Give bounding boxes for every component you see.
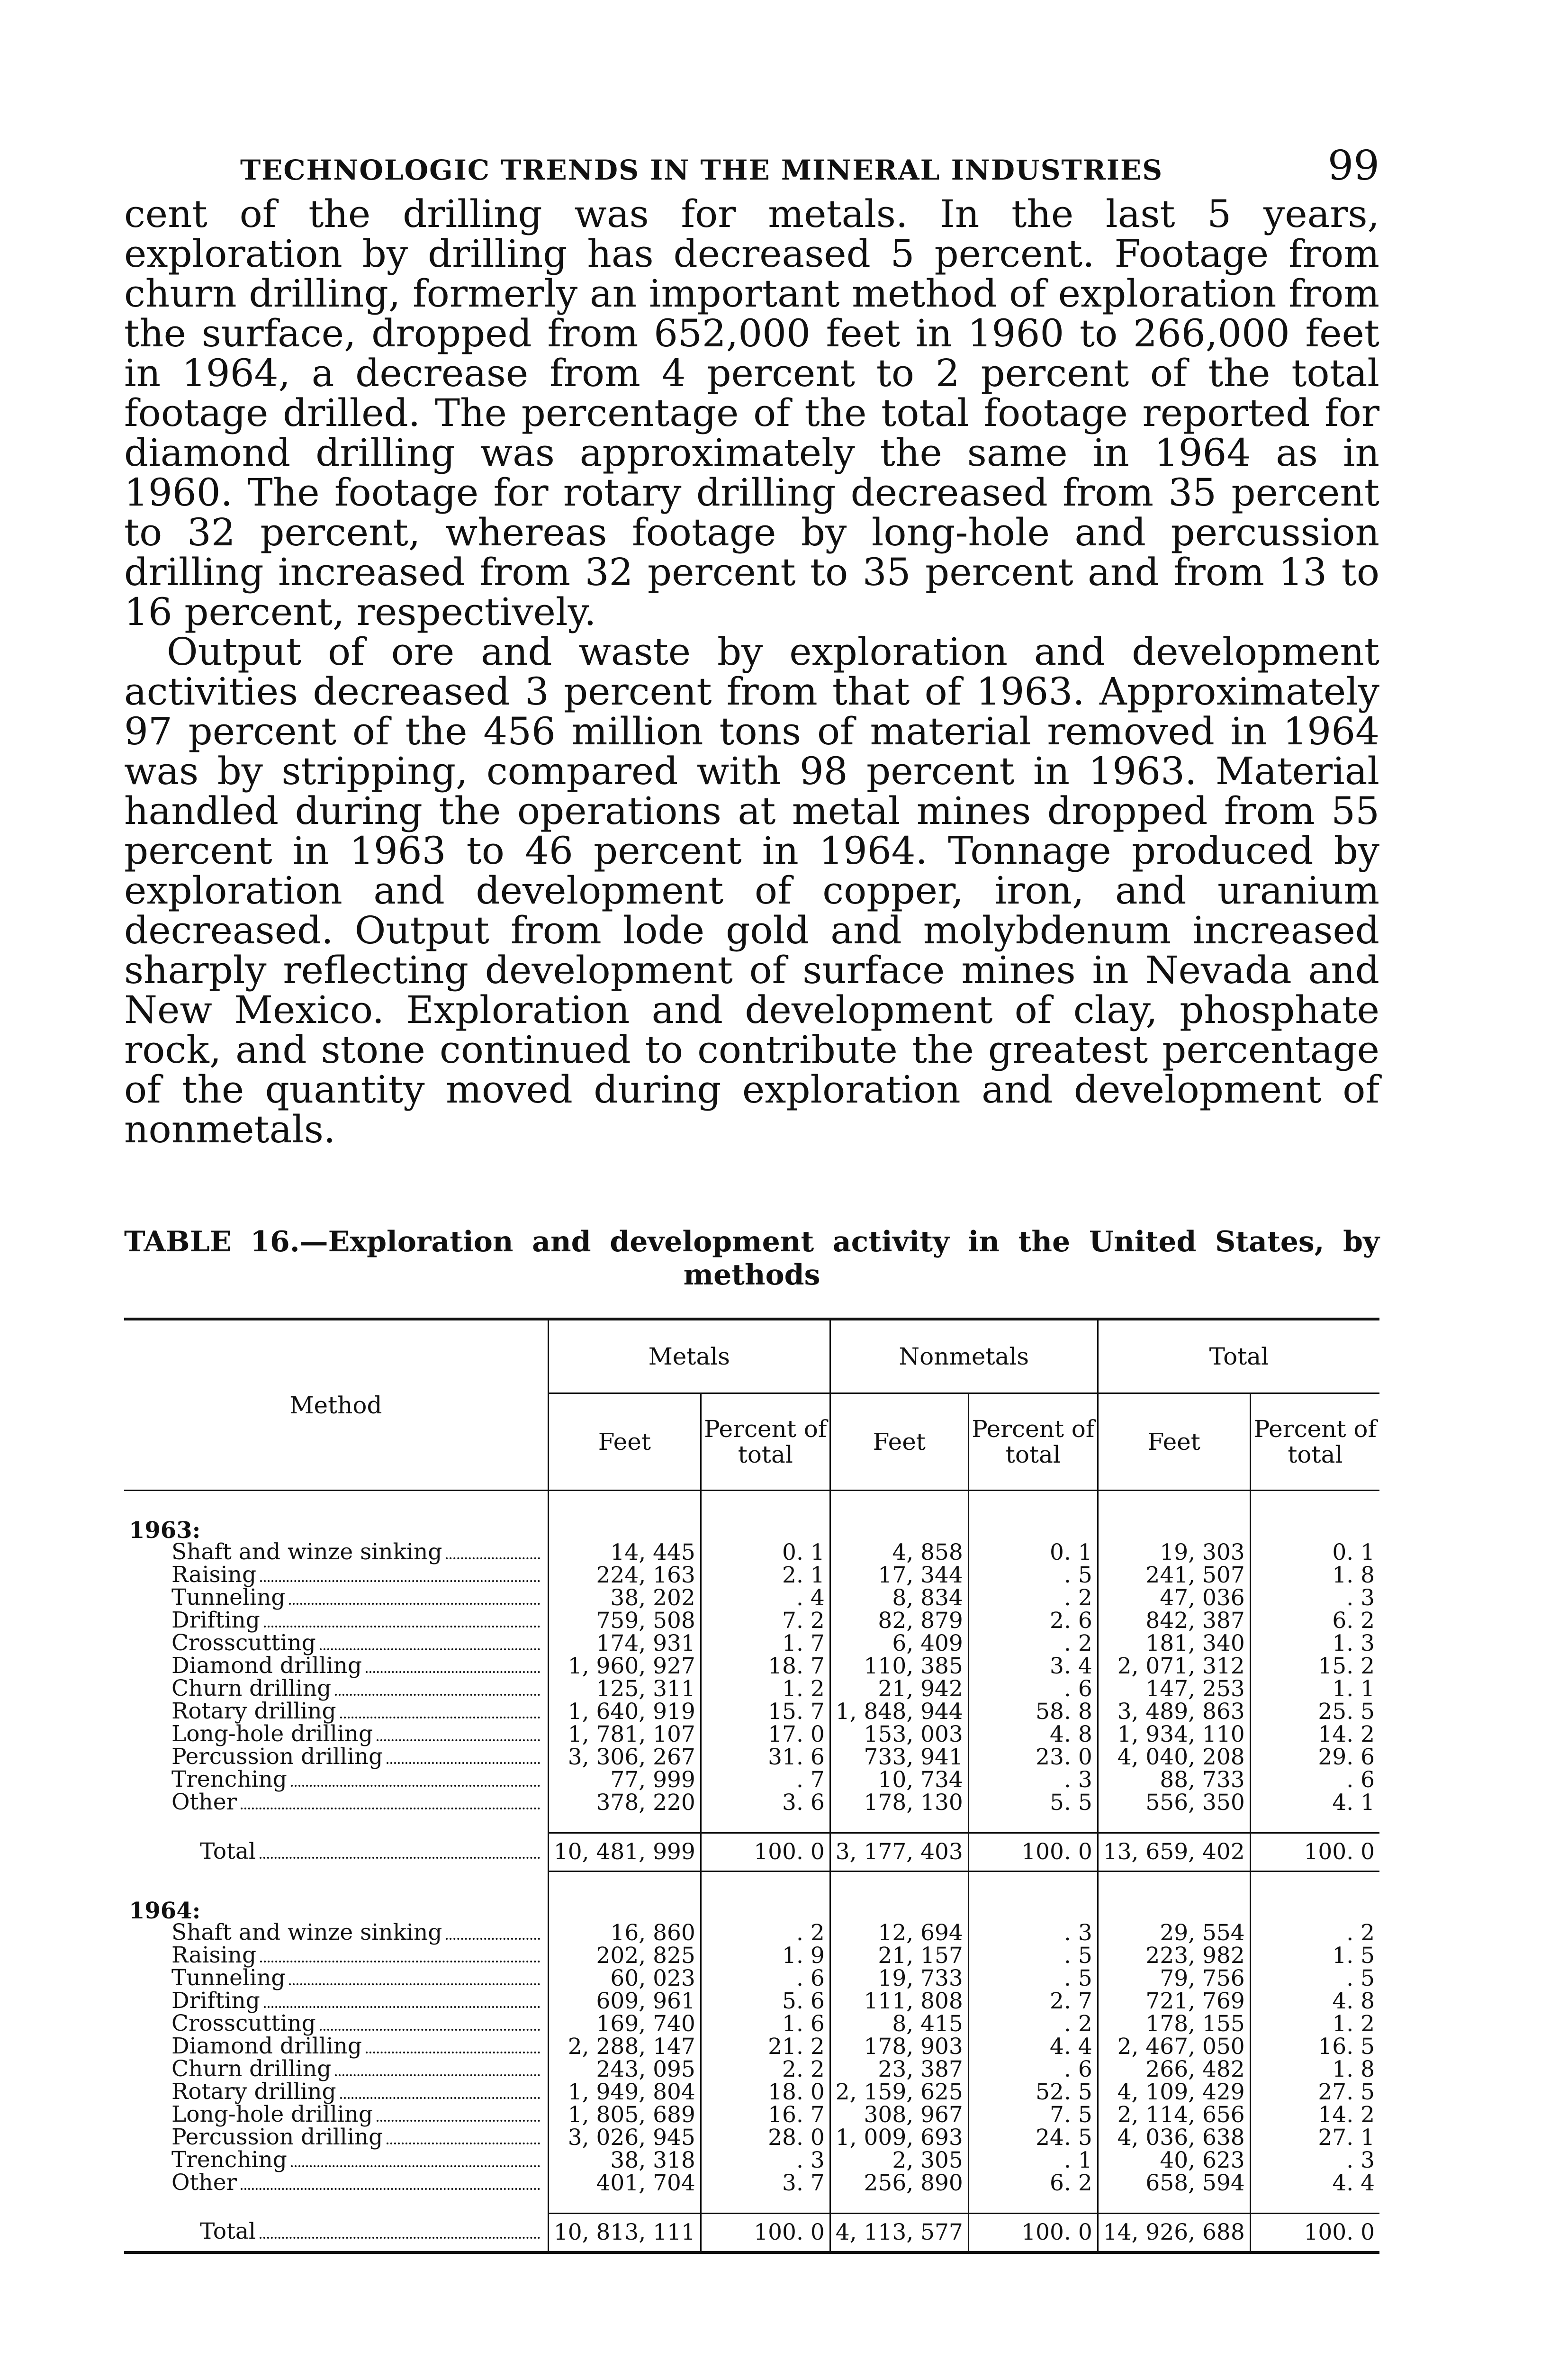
cell-nonmetals-feet: 12, 694: [830, 1922, 968, 1944]
table-row: [124, 1609, 1379, 1632]
dot-leader: [377, 1739, 540, 1741]
cell-metals-percent: 18. 7: [701, 1655, 830, 1678]
cell-nonmetals-percent: 24. 5: [968, 2126, 1098, 2149]
cell-metals-percent: 5. 6: [701, 1990, 830, 2013]
cell-total-feet: 658, 594: [1098, 2172, 1250, 2195]
cell-total-feet: 1, 934, 110: [1098, 1723, 1250, 1746]
method-label: Total: [200, 2218, 256, 2244]
cell-metals-feet: 401, 704: [548, 2172, 701, 2195]
cell-nonmetals-percent: 100. 0: [968, 2213, 1098, 2252]
method-label: Long-hole drilling: [171, 1721, 373, 1747]
table-row: [124, 2104, 1379, 2126]
table-row: [124, 2058, 1379, 2081]
cell-total-percent: . 3: [1250, 2149, 1379, 2172]
cell-total-percent: 16. 5: [1250, 2035, 1379, 2058]
cell-metals-percent: 2. 1: [701, 1564, 830, 1587]
cell-total-feet: 4, 036, 638: [1098, 2126, 1250, 2149]
page-header: [124, 142, 1379, 194]
year-row: [124, 1491, 1379, 1542]
cell-nonmetals-feet: 178, 903: [830, 2035, 968, 2058]
cell-nonmetals-feet: 110, 385: [830, 1655, 968, 1678]
cell-metals-percent: 21. 2: [701, 2035, 830, 2058]
column-header-percent: Percent of total: [968, 1393, 1098, 1491]
cell-nonmetals-feet: 10, 734: [830, 1769, 968, 1791]
cell-metals-feet: 1, 960, 927: [548, 1655, 701, 1678]
method-label: Shaft and winze sinking: [171, 1539, 442, 1565]
cell-metals-percent: 1. 7: [701, 1632, 830, 1655]
cell-metals-percent: 28. 0: [701, 2126, 830, 2149]
dot-leader: [241, 2188, 540, 2190]
cell-nonmetals-feet: 1, 009, 693: [830, 2126, 968, 2149]
table-row: [124, 1632, 1379, 1655]
cell-nonmetals-percent: 6. 2: [968, 2172, 1098, 2195]
cell-nonmetals-feet: 6, 409: [830, 1632, 968, 1655]
method-label: Crosscutting: [171, 1630, 316, 1656]
cell-metals-feet: 16, 860: [548, 1922, 701, 1944]
cell-metals-percent: 100. 0: [701, 1833, 830, 1872]
cell-nonmetals-percent: . 6: [968, 1678, 1098, 1700]
table-row: [124, 2149, 1379, 2172]
method-label: Shaft and winze sinking: [171, 1919, 442, 1945]
table-caption: [124, 1225, 1379, 1292]
cell-metals-feet: 224, 163: [548, 1564, 701, 1587]
table-row: [124, 2081, 1379, 2104]
cell-metals-feet: 3, 026, 945: [548, 2126, 701, 2149]
cell-total-percent: 0. 1: [1250, 1541, 1379, 1564]
cell-nonmetals-feet: 3, 177, 403: [830, 1833, 968, 1872]
cell-metals-feet: 125, 311: [548, 1678, 701, 1700]
cell-total-feet: 14, 926, 688: [1098, 2213, 1250, 2252]
dot-leader: [340, 1717, 540, 1718]
cell-metals-percent: 1. 6: [701, 2013, 830, 2035]
table-row: [124, 2172, 1379, 2195]
cell-total-percent: . 3: [1250, 1587, 1379, 1609]
cell-nonmetals-percent: 58. 8: [968, 1700, 1098, 1723]
cell-nonmetals-percent: 4. 4: [968, 2035, 1098, 2058]
cell-metals-feet: 169, 740: [548, 2013, 701, 2035]
cell-metals-feet: 609, 961: [548, 1990, 701, 2013]
cell-metals-percent: 15. 7: [701, 1700, 830, 1723]
method-label: Diamond drilling: [171, 1653, 362, 1679]
cell-total-feet: 2, 071, 312: [1098, 1655, 1250, 1678]
dot-leader: [366, 2052, 540, 2053]
cell-total-percent: 1. 8: [1250, 2058, 1379, 2081]
method-label: Tunneling: [171, 1964, 286, 1991]
table-row: [124, 1967, 1379, 1990]
cell-nonmetals-feet: 2, 305: [830, 2149, 968, 2172]
dot-leader: [446, 1557, 540, 1559]
dot-leader: [260, 1961, 540, 1962]
cell-metals-feet: 378, 220: [548, 1791, 701, 1814]
cell-nonmetals-percent: 100. 0: [968, 1833, 1098, 1872]
cell-metals-percent: 7. 2: [701, 1609, 830, 1632]
method-label: Raising: [171, 1562, 257, 1588]
cell-total-percent: 1. 8: [1250, 1564, 1379, 1587]
cell-nonmetals-percent: . 6: [968, 2058, 1098, 2081]
cell-nonmetals-feet: 19, 733: [830, 1967, 968, 1990]
cell-total-feet: 47, 036: [1098, 1587, 1250, 1609]
table-row: [124, 2013, 1379, 2035]
cell-total-percent: 27. 5: [1250, 2081, 1379, 2104]
cell-metals-percent: 3. 6: [701, 1791, 830, 1814]
cell-nonmetals-percent: . 5: [968, 1944, 1098, 1967]
cell-total-percent: . 2: [1250, 1922, 1379, 1944]
cell-total-percent: 4. 1: [1250, 1791, 1379, 1814]
dot-leader: [377, 2120, 540, 2122]
cell-nonmetals-feet: 4, 113, 577: [830, 2213, 968, 2252]
cell-total-feet: 19, 303: [1098, 1541, 1250, 1564]
cell-total-feet: 79, 756: [1098, 1967, 1250, 1990]
cell-metals-feet: 1, 640, 919: [548, 1700, 701, 1723]
cell-metals-feet: 202, 825: [548, 1944, 701, 1967]
cell-metals-percent: 17. 0: [701, 1723, 830, 1746]
cell-total-percent: 27. 1: [1250, 2126, 1379, 2149]
table-row: [124, 1990, 1379, 2013]
year-label: 1964:: [129, 1897, 201, 1924]
cell-metals-feet: 759, 508: [548, 1609, 701, 1632]
dot-leader: [366, 1671, 540, 1673]
table-row: [124, 1944, 1379, 1967]
column-header-feet: Feet: [548, 1393, 701, 1491]
table-row: [124, 1922, 1379, 1944]
cell-total-percent: 100. 0: [1250, 1833, 1379, 1872]
cell-nonmetals-feet: 1, 848, 944: [830, 1700, 968, 1723]
table-row: [124, 2126, 1379, 2149]
table-body: [124, 1491, 1379, 2253]
cell-nonmetals-percent: 4. 8: [968, 1723, 1098, 1746]
cell-nonmetals-percent: . 2: [968, 1587, 1098, 1609]
table-row: [124, 1587, 1379, 1609]
cell-nonmetals-percent: . 5: [968, 1564, 1098, 1587]
column-header-feet: Feet: [830, 1393, 968, 1491]
cell-nonmetals-percent: 2. 6: [968, 1609, 1098, 1632]
method-label: Total: [200, 1838, 256, 1864]
cell-nonmetals-feet: 4, 858: [830, 1541, 968, 1564]
cell-nonmetals-percent: . 1: [968, 2149, 1098, 2172]
cell-total-percent: 14. 2: [1250, 2104, 1379, 2126]
method-label: Churn drilling: [171, 1675, 332, 1701]
cell-metals-feet: 10, 481, 999: [548, 1833, 701, 1872]
method-label: Diamond drilling: [171, 2033, 362, 2059]
table-row: [124, 1791, 1379, 1814]
total-row: [124, 1833, 1379, 1872]
caption-line: TABLE 16.—Exploration and development activity in the United States, by: [124, 1225, 1379, 1258]
cell-total-percent: 1. 2: [1250, 2013, 1379, 2035]
cell-total-feet: 29, 554: [1098, 1922, 1250, 1944]
cell-nonmetals-feet: 21, 157: [830, 1944, 968, 1967]
dot-leader: [320, 1648, 540, 1650]
cell-nonmetals-percent: . 2: [968, 2013, 1098, 2035]
cell-total-percent: 14. 2: [1250, 1723, 1379, 1746]
cell-total-feet: 2, 467, 050: [1098, 2035, 1250, 2058]
method-label: Tunneling: [171, 1584, 286, 1610]
cell-total-feet: 266, 482: [1098, 2058, 1250, 2081]
dot-leader: [264, 1626, 540, 1628]
column-header-percent: Percent of total: [1250, 1393, 1379, 1491]
cell-nonmetals-feet: 733, 941: [830, 1746, 968, 1769]
method-label: Crosscutting: [171, 2010, 316, 2036]
cell-total-feet: 4, 040, 208: [1098, 1746, 1250, 1769]
dot-leader: [291, 2165, 540, 2167]
cell-nonmetals-percent: 2. 7: [968, 1990, 1098, 2013]
cell-metals-percent: . 4: [701, 1587, 830, 1609]
cell-metals-percent: 3. 7: [701, 2172, 830, 2195]
data-table: [124, 1318, 1379, 2254]
cell-metals-percent: 0. 1: [701, 1541, 830, 1564]
table-row: [124, 1700, 1379, 1723]
cell-metals-percent: 18. 0: [701, 2081, 830, 2104]
body-text: [124, 194, 1379, 1149]
method-label: Drifting: [171, 1987, 260, 2014]
method-label: Other: [171, 1789, 237, 1815]
paragraph: Output of ore and waste by exploration and development activities decreased 3 percent from that of 1963. Approximately 97 percent of the 456 million tons of material removed in 1964 was by stripping, compared with 98 percent in 1963. Material handled during the operations at metal mines dropped from 55 percent in 1963 to 46 percent in 1964. Tonnage produced by exploration and development of copper, iron, and uranium decreased. Output from lode gold and molybdenum increased sharply reflecting development of surface mines in Nevada and New Mexico. Exploration and development of clay, phosphate rock, and stone continued to contribute the greatest percentage of the quantity moved during exploration and development of nonmetals.: [124, 630, 1379, 1151]
cell-nonmetals-feet: 23, 387: [830, 2058, 968, 2081]
column-header-percent: Percent of total: [701, 1393, 830, 1491]
caption-line: methods: [683, 1258, 820, 1292]
cell-total-percent: 25. 5: [1250, 1700, 1379, 1723]
cell-total-feet: 842, 387: [1098, 1609, 1250, 1632]
cell-total-percent: 15. 2: [1250, 1655, 1379, 1678]
method-label: Percussion drilling: [171, 1744, 383, 1770]
column-header-total: Total: [1098, 1319, 1379, 1393]
cell-metals-percent: 100. 0: [701, 2213, 830, 2252]
cell-total-feet: 3, 489, 863: [1098, 1700, 1250, 1723]
cell-nonmetals-percent: 23. 0: [968, 1746, 1098, 1769]
cell-total-percent: 100. 0: [1250, 2213, 1379, 2252]
cell-nonmetals-feet: 2, 159, 625: [830, 2081, 968, 2104]
cell-total-feet: 4, 109, 429: [1098, 2081, 1250, 2104]
method-label: Raising: [171, 1942, 257, 1968]
column-header-metals: Metals: [548, 1319, 830, 1393]
cell-metals-percent: 16. 7: [701, 2104, 830, 2126]
dot-leader: [446, 1938, 540, 1940]
table-row: [124, 1655, 1379, 1678]
cell-total-percent: 29. 6: [1250, 1746, 1379, 1769]
cell-metals-percent: . 3: [701, 2149, 830, 2172]
document-page: [124, 142, 1379, 2254]
table-row: [124, 1678, 1379, 1700]
method-label: Trenching: [171, 1766, 287, 1792]
paragraph: cent of the drilling was for metals. In the last 5 years, exploration by drilling has decreased 5 percent. Footage from churn drilling, formerly an important method of exploration from the surface, dropped from 652,000 feet in 1960 to 266,000 feet in 1964, a decrease from 4 percent to 2 percent of the total footage drilled. The percentage of the total footage reported for diamond drilling was approximately the same in 1964 as in 1960. The footage for rotary drilling decreased from 35 percent to 32 percent, whereas footage by long-hole and percussion drilling increased from 32 percent to 35 percent and from 13 to 16 percent, respectively.: [124, 192, 1379, 634]
method-label: Long-hole drilling: [171, 2101, 373, 2127]
dot-leader: [387, 1762, 540, 1764]
cell-metals-feet: 77, 999: [548, 1769, 701, 1791]
cell-metals-percent: . 7: [701, 1769, 830, 1791]
cell-total-percent: 4. 4: [1250, 2172, 1379, 2195]
cell-total-percent: 6. 2: [1250, 1609, 1379, 1632]
cell-total-percent: . 5: [1250, 1967, 1379, 1990]
cell-metals-feet: 1, 805, 689: [548, 2104, 701, 2126]
cell-nonmetals-percent: . 2: [968, 1632, 1098, 1655]
method-label: Drifting: [171, 1607, 260, 1633]
cell-metals-percent: . 6: [701, 1967, 830, 1990]
dot-leader: [320, 2029, 540, 2031]
dot-leader: [335, 2074, 540, 2076]
dot-leader: [291, 1785, 540, 1787]
cell-nonmetals-feet: 8, 834: [830, 1587, 968, 1609]
cell-total-feet: 88, 733: [1098, 1769, 1250, 1791]
cell-total-feet: 241, 507: [1098, 1564, 1250, 1587]
cell-total-percent: . 6: [1250, 1769, 1379, 1791]
total-row: [124, 2213, 1379, 2252]
cell-metals-feet: 3, 306, 267: [548, 1746, 701, 1769]
cell-total-feet: 2, 114, 656: [1098, 2104, 1250, 2126]
method-label: Rotary drilling: [171, 2078, 336, 2105]
cell-total-feet: 178, 155: [1098, 2013, 1250, 2035]
cell-metals-feet: 174, 931: [548, 1632, 701, 1655]
cell-nonmetals-percent: 5. 5: [968, 1791, 1098, 1814]
method-label: Trenching: [171, 2146, 287, 2173]
cell-metals-feet: 2, 288, 147: [548, 2035, 701, 2058]
cell-total-feet: 721, 769: [1098, 1990, 1250, 2013]
cell-metals-feet: 38, 202: [548, 1587, 701, 1609]
cell-total-percent: 4. 8: [1250, 1990, 1379, 2013]
method-label: Percussion drilling: [171, 2124, 383, 2150]
cell-total-feet: 223, 982: [1098, 1944, 1250, 1967]
cell-nonmetals-feet: 178, 130: [830, 1791, 968, 1814]
cell-metals-feet: 243, 095: [548, 2058, 701, 2081]
column-header-nonmetals: Nonmetals: [830, 1319, 1098, 1393]
dot-leader: [260, 1857, 540, 1859]
cell-total-feet: 13, 659, 402: [1098, 1833, 1250, 1872]
method-label: Other: [171, 2169, 237, 2196]
cell-metals-percent: 1. 9: [701, 1944, 830, 1967]
cell-nonmetals-feet: 8, 415: [830, 2013, 968, 2035]
cell-nonmetals-feet: 21, 942: [830, 1678, 968, 1700]
table-row: [124, 1564, 1379, 1587]
cell-nonmetals-feet: 17, 344: [830, 1564, 968, 1587]
cell-nonmetals-feet: 308, 967: [830, 2104, 968, 2126]
table-row: [124, 1541, 1379, 1564]
column-header-feet: Feet: [1098, 1393, 1250, 1491]
cell-nonmetals-percent: 3. 4: [968, 1655, 1098, 1678]
cell-total-feet: 147, 253: [1098, 1678, 1250, 1700]
cell-total-feet: 40, 623: [1098, 2149, 1250, 2172]
cell-total-percent: 1. 5: [1250, 1944, 1379, 1967]
cell-metals-feet: 1, 949, 804: [548, 2081, 701, 2104]
dot-leader: [241, 1808, 540, 1809]
cell-nonmetals-feet: 111, 808: [830, 1990, 968, 2013]
cell-metals-feet: 14, 445: [548, 1541, 701, 1564]
method-label: Rotary drilling: [171, 1698, 336, 1724]
cell-metals-feet: 60, 023: [548, 1967, 701, 1990]
dot-leader: [289, 1983, 540, 1985]
running-head: TECHNOLOGIC TRENDS IN THE MINERAL INDUSTRIES: [240, 154, 1163, 186]
table-row: [124, 2035, 1379, 2058]
cell-metals-percent: 1. 2: [701, 1678, 830, 1700]
cell-metals-feet: 38, 318: [548, 2149, 701, 2172]
cell-metals-feet: 1, 781, 107: [548, 1723, 701, 1746]
year-label: 1963:: [129, 1517, 201, 1544]
cell-total-feet: 181, 340: [1098, 1632, 1250, 1655]
cell-nonmetals-feet: 153, 003: [830, 1723, 968, 1746]
table-row: [124, 1723, 1379, 1746]
cell-nonmetals-feet: 256, 890: [830, 2172, 968, 2195]
cell-metals-percent: 31. 6: [701, 1746, 830, 1769]
cell-nonmetals-percent: 7. 5: [968, 2104, 1098, 2126]
cell-nonmetals-percent: . 3: [968, 1922, 1098, 1944]
table-row: [124, 1746, 1379, 1769]
page-number: 99: [1327, 142, 1379, 190]
cell-nonmetals-percent: 0. 1: [968, 1541, 1098, 1564]
dot-leader: [260, 1580, 540, 1582]
cell-nonmetals-feet: 82, 879: [830, 1609, 968, 1632]
dot-leader: [260, 2237, 540, 2239]
table-row: [124, 1769, 1379, 1791]
method-label: Churn drilling: [171, 2055, 332, 2082]
dot-leader: [289, 1603, 540, 1605]
dot-leader: [387, 2143, 540, 2144]
cell-total-feet: 556, 350: [1098, 1791, 1250, 1814]
column-header-method: Method: [124, 1319, 548, 1491]
cell-nonmetals-percent: . 3: [968, 1769, 1098, 1791]
cell-nonmetals-percent: . 5: [968, 1967, 1098, 1990]
cell-nonmetals-percent: 52. 5: [968, 2081, 1098, 2104]
cell-metals-percent: 2. 2: [701, 2058, 830, 2081]
cell-metals-feet: 10, 813, 111: [548, 2213, 701, 2252]
dot-leader: [340, 2097, 540, 2099]
dot-leader: [335, 1694, 540, 1696]
year-row: [124, 1872, 1379, 1922]
dot-leader: [264, 2006, 540, 2008]
cell-total-percent: 1. 3: [1250, 1632, 1379, 1655]
cell-metals-percent: . 2: [701, 1922, 830, 1944]
cell-total-percent: 1. 1: [1250, 1678, 1379, 1700]
